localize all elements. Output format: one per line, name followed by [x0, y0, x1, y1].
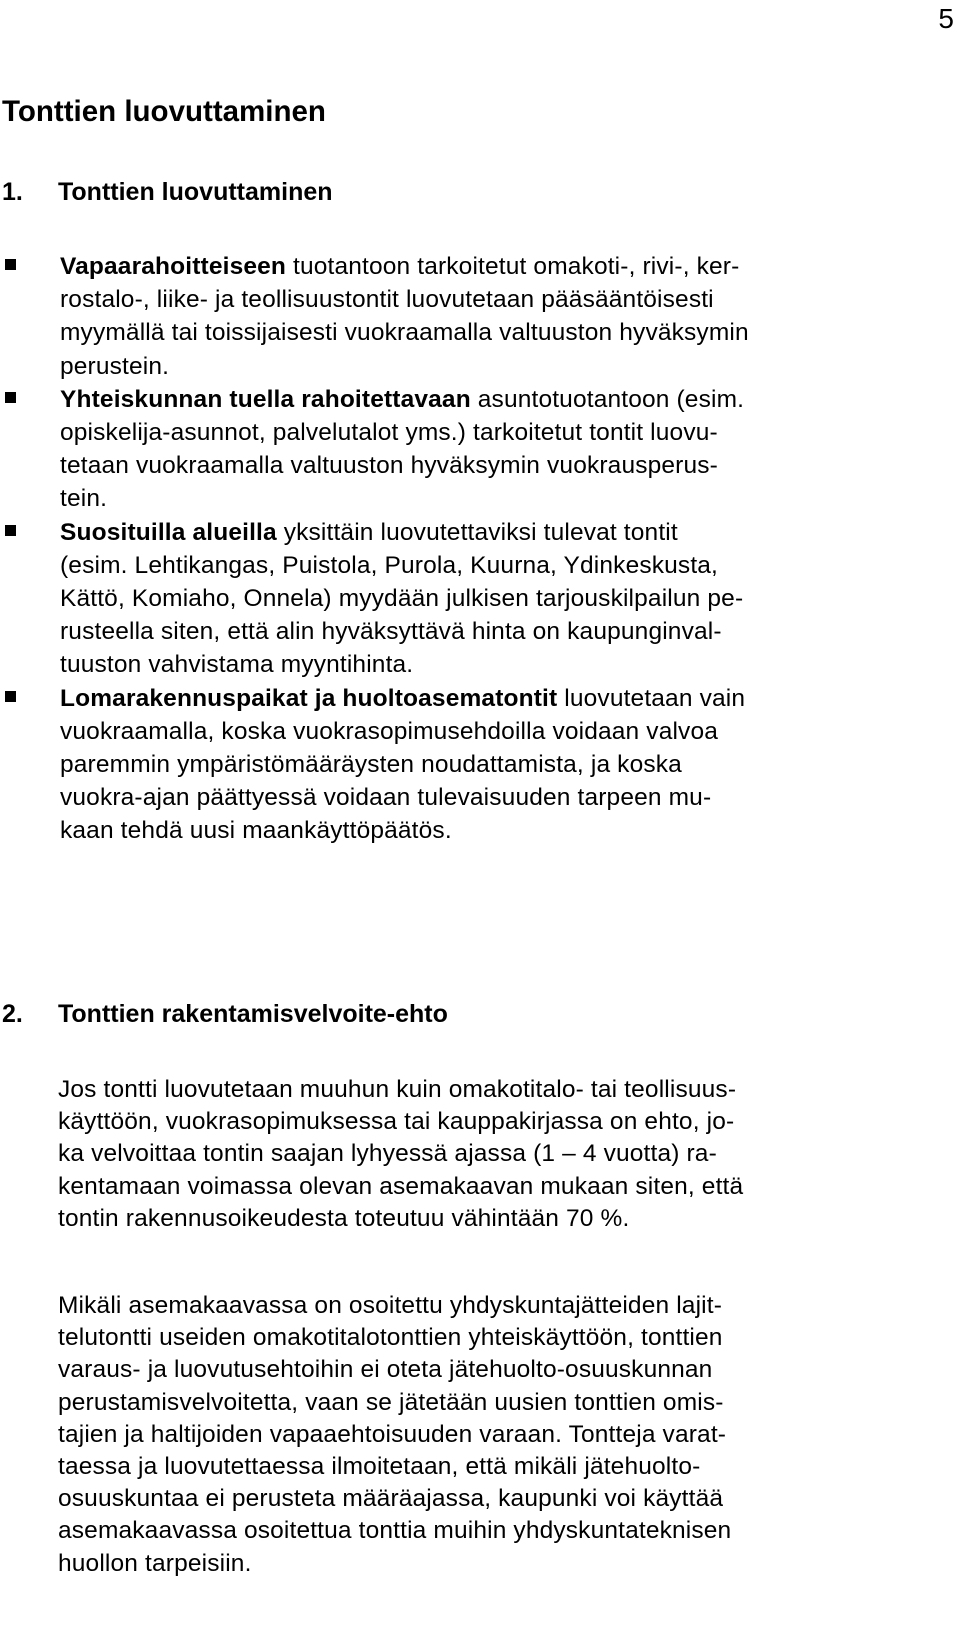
bullet-line	[60, 250, 954, 283]
bullet-line: rusteella siten, että alin hyväksyttävä hinta on kaupunginval-	[60, 618, 722, 646]
bullet-item-popular-areas	[0, 516, 960, 682]
bullet-line: rostalo-, liike- ja teollisuustontit luovutetaan pääsääntöisesti	[60, 286, 714, 314]
bullet-item-state-subsidized	[0, 383, 960, 516]
section-2-heading	[2, 998, 448, 1030]
paragraph-line: Jos tontti luovutetaan muuhun kuin omakotitalo- tai teollisuus-	[58, 1076, 737, 1103]
bullet-text: yksittäin luovutettaviksi tulevat tontit	[276, 518, 678, 546]
paragraph-line: asemakaavassa osoitettua tonttia muihin yhdyskuntateknisen	[58, 1517, 732, 1545]
bullet-line: tein.	[60, 485, 108, 513]
bullet-line: vuokraamalla, koska vuokrasopimusehdoilla voidaan valvoa	[60, 717, 719, 745]
bullet-line: perustein.	[60, 352, 170, 380]
bullet-line: paremmin ympäristömääräysten noudattamista, ja koska	[60, 751, 682, 779]
paragraph-line: tajien ja haltijoiden vapaaehtoisuuden varaan. Tontteja varat-	[58, 1420, 727, 1448]
paragraph-line: kentamaan voimassa olevan asemakaavan mukaan siten, että	[58, 1172, 744, 1200]
bullet-line	[60, 682, 954, 715]
paragraph-line: ka velvoittaa tontin saajan lyhyessä ajassa (1 – 4 vuotta) ra-	[58, 1140, 717, 1168]
square-bullet-icon	[5, 259, 16, 270]
square-bullet-icon	[5, 691, 16, 702]
bullet-lead: Lomarakennuspaikat ja huoltoasematontit	[60, 684, 558, 712]
section-2-title: Tonttien rakentamisvelvoite-ehto	[58, 1000, 448, 1028]
page-number: 5	[938, 3, 954, 34]
paragraph-line: tontin rakennusoikeudesta toteutuu vähintään 70 %.	[58, 1204, 630, 1232]
bullet-line: tuuston vahvistama myyntihinta.	[60, 651, 414, 679]
bullet-line: (esim. Lehtikangas, Puistola, Purola, Kuurna, Ydinkeskusta,	[60, 551, 719, 579]
paragraph-line: perustamisvelvoitetta, vaan se jätetään uusien tonttien omis-	[58, 1388, 724, 1416]
section-1-bullet-list	[0, 250, 960, 848]
square-bullet-icon	[5, 392, 16, 403]
section-2-number: 2.	[2, 1000, 23, 1028]
paragraph-line: telutontti useiden omakotitalotonttien yhteiskäyttöön, tonttien	[58, 1324, 723, 1352]
section-1-number: 1.	[2, 178, 23, 206]
section-1-title: Tonttien luovuttaminen	[58, 178, 333, 206]
bullet-text: tuotantoon tarkoitetut omakoti-, rivi-, ker-	[286, 253, 740, 280]
bullet-line: myymällä tai toissijaisesti vuokraamalla valtuuston hyväksymin	[60, 319, 749, 347]
bullet-line: Kättö, Komiaho, Onnela) myydään julkisen tarjouskilpailun pe-	[60, 585, 744, 613]
bullet-line	[60, 516, 954, 549]
paragraph-line: osuuskuntaa ei perusteta määräajassa, kaupunki voi käyttää	[58, 1485, 724, 1513]
bullet-text: luovutetaan vain	[557, 684, 746, 712]
paragraph-line: taessa ja luovutettaessa ilmoitetaan, että mikäli jätehuolto-	[58, 1453, 701, 1481]
bullet-lead: Suosituilla alueilla	[60, 518, 277, 546]
bullet-line: tetaan vuokraamalla valtuuston hyväksymin vuokrausperus-	[60, 452, 718, 480]
bullet-item-free-financed	[0, 250, 960, 383]
paragraph-line: Mikäli asemakaavassa on osoitettu yhdyskuntajätteiden lajit-	[58, 1292, 723, 1319]
paragraph-construction-obligation	[58, 1074, 958, 1235]
paragraph-waste-sorting-plot	[58, 1290, 958, 1580]
bullet-item-holiday-and-service-station-plots	[0, 682, 960, 848]
bullet-line: vuokra-ajan päättyessä voidaan tulevaisuuden tarpeen mu-	[60, 784, 712, 812]
square-bullet-icon	[5, 525, 16, 536]
bullet-text: asuntotuotantoon (esim.	[470, 385, 745, 413]
paragraph-line: huollon tarpeisiin.	[58, 1549, 252, 1577]
bullet-line	[60, 383, 954, 416]
paragraph-line: käyttöön, vuokrasopimuksessa tai kauppakirjassa on ehto, jo-	[58, 1108, 735, 1136]
paragraph-line: varaus- ja luovutusehtoihin ei oteta jätehuolto-osuuskunnan	[58, 1356, 713, 1384]
bullet-line: kaan tehdä uusi maankäyttöpäätös.	[60, 817, 452, 845]
bullet-lead: Vapaarahoitteiseen	[60, 253, 287, 280]
section-1-heading	[2, 176, 333, 208]
bullet-line: opiskelija-asunnot, palvelutalot yms.) tarkoitetut tontit luovu-	[60, 419, 718, 447]
bullet-lead: Yhteiskunnan tuella rahoitettavaan	[60, 385, 471, 413]
document-title: Tonttien luovuttaminen	[2, 95, 326, 128]
